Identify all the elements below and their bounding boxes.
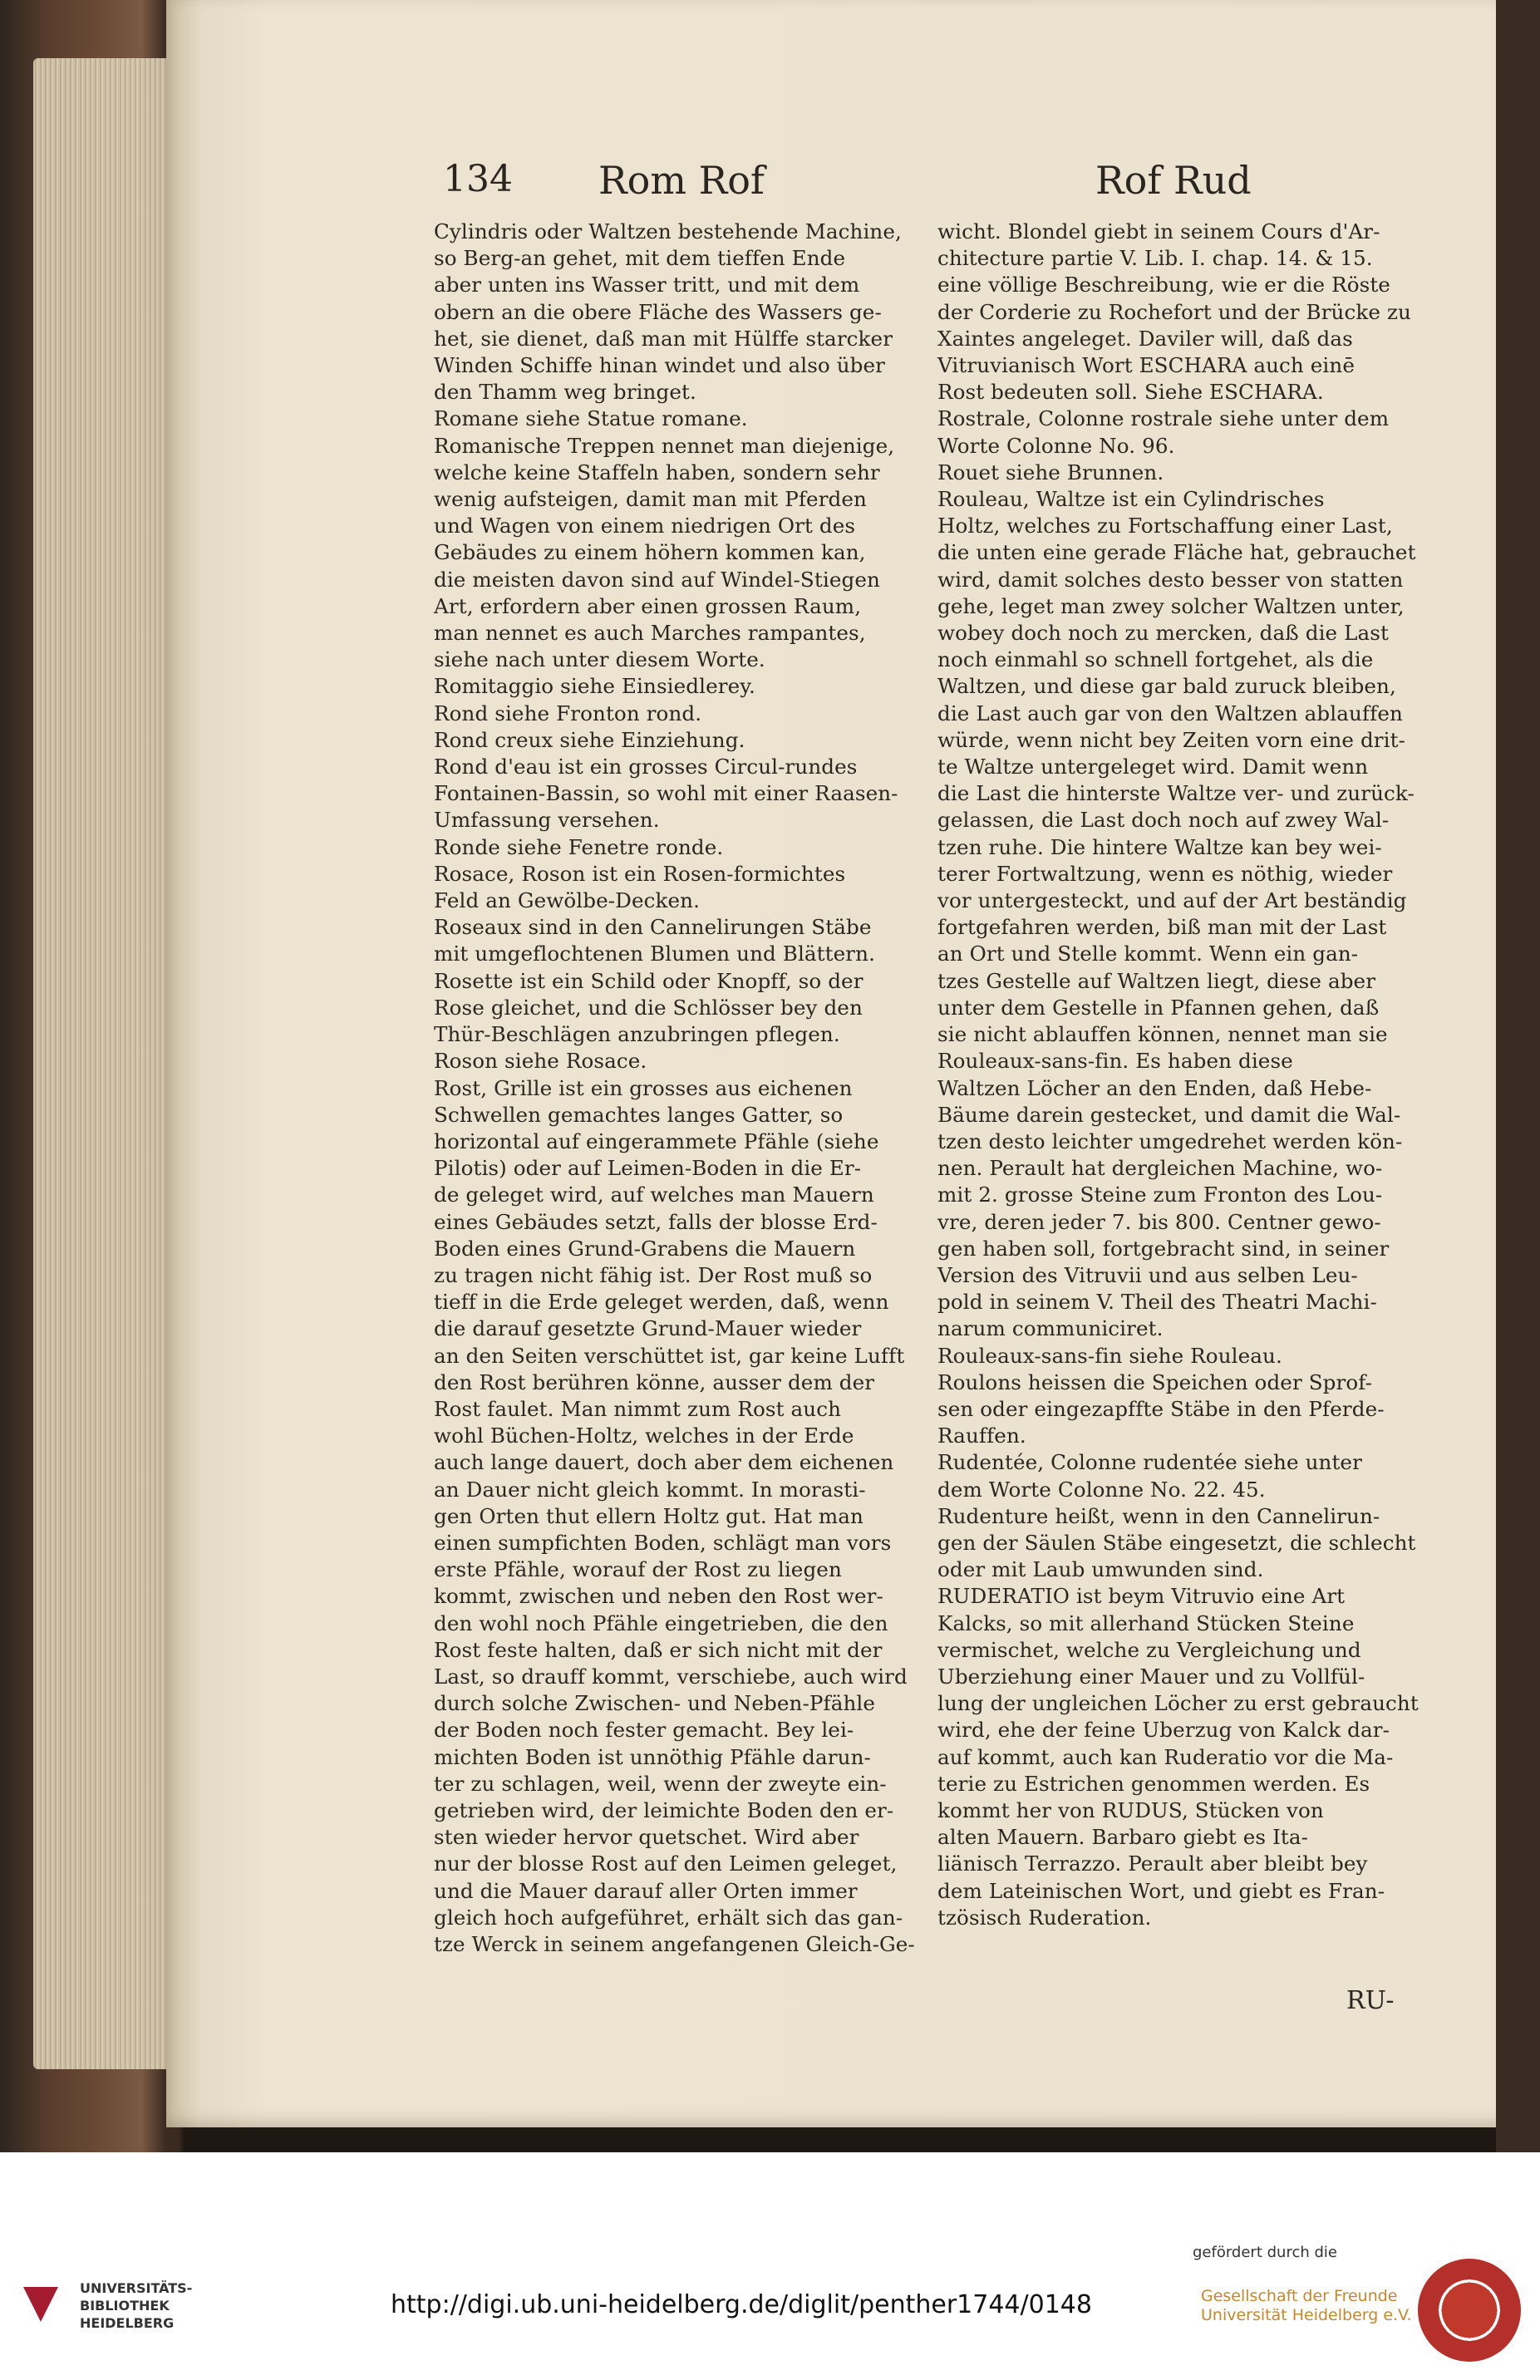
text-line: Rudentée, Colonne rudentée siehe unter: [937, 1450, 1362, 1475]
text-line: auch lange dauert, doch aber dem eichenen: [434, 1450, 894, 1475]
text-line: siehe nach unter diesem Worte.: [434, 647, 765, 672]
text-line: gen haben soll, fortgebracht sind, in seiner: [937, 1236, 1390, 1261]
text-line: wenig aufsteigen, damit man mit Pferden: [434, 487, 867, 512]
text-line: Schwellen gemachtes langes Gatter, so: [434, 1102, 844, 1127]
text-line: terer Fortwaltzung, wenn es nöthig, wieder: [937, 861, 1393, 886]
text-line: wicht. Blondel giebt in seinem Cours d'Ar-: [937, 219, 1380, 243]
text-line: Feld an Gewölbe-Decken.: [434, 888, 701, 913]
text-line: Rose gleichet, und die Schlösser bey den: [434, 995, 863, 1020]
text-line: Rouleaux-sans-fin. Es haben diese: [937, 1049, 1293, 1074]
text-line: RUDERATIO ist beym Vitruvio eine Art: [937, 1584, 1346, 1609]
text-line: narum communiciret.: [937, 1316, 1164, 1341]
text-line: noch einmahl so schnell fortgehet, als die: [937, 647, 1374, 672]
society-name-line: Gesellschaft der Freunde: [1201, 2287, 1398, 2305]
text-line: Version des Vitruvii und aus selben Leu-: [937, 1262, 1358, 1287]
left-running-head: Rom Rof: [598, 158, 765, 203]
society-name: [1201, 2287, 1412, 2325]
text-line: der Boden noch fester gemacht. Bey lei-: [434, 1718, 854, 1743]
text-line: fortgefahren werden, biß man mit der Last: [937, 915, 1387, 940]
text-line: kommt, zwischen und neben den Rost wer-: [434, 1584, 883, 1609]
text-line: Vitruvianisch Wort ESCHARA auch einē: [937, 353, 1355, 378]
text-line: die darauf gesetzte Grund-Mauer wieder: [434, 1316, 862, 1341]
text-line: Gebäudes zu einem höhern kommen kan,: [434, 540, 866, 565]
text-line: würde, wenn nicht bey Zeiten vorn eine drit-: [937, 727, 1406, 752]
text-line: und Wagen von einem niedrigen Ort des: [434, 514, 856, 538]
text-line: die unten eine gerade Fläche hat, gebrauchet: [937, 540, 1416, 565]
text-line: Kalcks, so mit allerhand Stücken Steine: [937, 1610, 1355, 1635]
text-line: Rosette ist ein Schild oder Knopff, so der: [434, 968, 863, 993]
text-line: erste Pfähle, worauf der Rost zu liegen: [434, 1557, 842, 1582]
text-line: tieff in die Erde geleget werden, daß, wenn: [434, 1290, 889, 1315]
text-line: michten Boden ist unnöthig Pfähle darun-: [434, 1744, 871, 1769]
text-line: wobey doch noch zu mercken, daß die Last: [937, 621, 1390, 646]
text-line: den Rost berühren könne, ausser dem der: [434, 1369, 875, 1394]
text-line: Romane siehe Statue romane.: [434, 406, 748, 431]
text-line: tzes Gestelle auf Waltzen liegt, diese aber: [937, 968, 1376, 993]
text-line: Roseaux sind in den Cannelirungen Stäbe: [434, 915, 872, 940]
text-line: pold in seinem V. Theil des Theatri Machi-: [937, 1290, 1377, 1315]
text-line: den wohl noch Pfähle eingetrieben, die den: [434, 1610, 888, 1635]
text-line: man nennet es auch Marches rampantes,: [434, 621, 866, 646]
text-line: gelassen, die Last doch noch auf zwey Wal-: [937, 808, 1390, 833]
university-library-logo-icon: [18, 2282, 63, 2327]
text-line: Cylindris oder Waltzen bestehende Machine,: [434, 219, 902, 243]
text-line: mit umgeflochtenen Blumen und Blättern.: [434, 942, 876, 966]
text-line: sie nicht ablauffen können, nennet man sie: [937, 1022, 1388, 1047]
society-name-line: Universität Heidelberg e.V.: [1201, 2306, 1412, 2324]
text-line: Roson siehe Rosace.: [434, 1049, 647, 1074]
text-line: die Last auch gar von den Waltzen ablauffen: [937, 701, 1403, 725]
text-line: Uberziehung einer Mauer und zu Vollfül-: [937, 1664, 1365, 1689]
text-line: sten wieder hervor quetschet. Wird aber: [434, 1825, 859, 1850]
text-line: wohl Büchen-Holtz, welches in der Erde: [434, 1424, 854, 1448]
text-line: oder mit Laub umwunden sind.: [937, 1557, 1264, 1582]
text-line: de geleget wird, auf welches man Mauern: [434, 1183, 874, 1207]
text-line: Worte Colonne No. 96.: [937, 433, 1175, 458]
text-line: Winden Schiffe hinan windet und also über: [434, 353, 886, 378]
text-line: dem Lateinischen Wort, und giebt es Fran-: [937, 1878, 1385, 1903]
text-line: lung der ungleichen Löcher zu erst gebraucht: [937, 1691, 1419, 1716]
text-line: gleich hoch aufgeführet, erhält sich das gan-: [434, 1905, 903, 1930]
text-line: mit 2. grosse Steine zum Fronton des Lou-: [937, 1183, 1383, 1207]
text-line: tzen ruhe. Die hintere Waltze kan bey wei-: [937, 834, 1382, 859]
text-line: an den Seiten verschüttet ist, gar keine Lufft: [434, 1343, 905, 1368]
text-line: Fontainen-Bassin, so wohl mit einer Raasen-: [434, 781, 898, 806]
text-line: liänisch Terrazzo. Perault aber bleibt bey: [937, 1851, 1368, 1876]
text-line: Romanische Treppen nennet man diejenige,: [434, 433, 895, 458]
library-name-line: BIBLIOTHEK: [80, 2298, 170, 2314]
text-line: an Dauer nicht gleich kommt. In morasti-: [434, 1477, 866, 1502]
text-line: Art, erfordern aber einen grossen Raum,: [434, 593, 862, 618]
text-line: Rost, Grille ist ein grosses aus eichenen: [434, 1075, 853, 1100]
text-line: Umfassung versehen.: [434, 808, 660, 833]
funding-note: gefördert durch die: [1193, 2244, 1337, 2261]
text-line: Pilotis) oder auf Leimen-Boden in die Er-: [434, 1156, 862, 1181]
text-line: und die Mauer darauf aller Orten immer: [434, 1878, 858, 1903]
text-line: Ronde siehe Fenetre ronde.: [434, 834, 724, 859]
text-line: terie zu Estrichen genommen werden. Es: [937, 1771, 1370, 1796]
text-line: durch solche Zwischen- und Neben-Pfähle: [434, 1691, 876, 1716]
text-line: der Corderie zu Rochefort und der Brücke zu: [937, 299, 1411, 324]
text-line: Holtz, welches zu Fortschaffung einer Last,: [937, 514, 1393, 538]
text-line: eines Gebäudes setzt, falls der blosse Erd-: [434, 1209, 878, 1234]
text-line: zu tragen nicht fähig ist. Der Rost muß so: [434, 1262, 873, 1287]
text-line: horizontal auf eingerammete Pfähle (siehe: [434, 1129, 879, 1153]
library-name-line: HEIDELBERG: [80, 2315, 175, 2331]
text-line: die Last die hinterste Waltze ver- und zurück-: [937, 781, 1415, 806]
text-line: so Berg-an gehet, mit dem tieffen Ende: [434, 246, 846, 271]
catchword: RU-: [1346, 1986, 1395, 2015]
text-line: tzen desto leichter umgedrehet werden kön-: [937, 1129, 1403, 1153]
text-line: Waltzen Löcher an den Enden, daß Hebe-: [937, 1075, 1372, 1100]
text-line: Romitaggio siehe Einsiedlerey.: [434, 674, 755, 699]
footer-bar: [0, 2152, 1540, 2380]
page-number: 134: [443, 158, 513, 200]
text-line: wird, ehe der feine Uberzug von Kalck dar-: [937, 1718, 1390, 1743]
page-stack-edge: [33, 58, 175, 2069]
left-text-column: [434, 219, 916, 1958]
text-line: wird, damit solches desto besser von statten: [937, 567, 1404, 592]
text-line: Rond siehe Fronton rond.: [434, 701, 702, 725]
text-line: te Waltze untergeleget wird. Damit wenn: [937, 755, 1369, 779]
text-line: sen oder eingezapffte Stäbe in den Pferde-: [937, 1396, 1385, 1421]
right-running-head: Rof Rud: [1095, 158, 1252, 203]
text-line: ter zu schlagen, weil, wenn der zweyte ein-: [434, 1771, 887, 1796]
text-line: tze Werck in seinem angefangenen Gleich-Ge-: [434, 1932, 915, 1956]
text-line: kommt her von RUDUS, Stücken von: [937, 1797, 1324, 1822]
text-line: aber unten ins Wasser tritt, und mit dem: [434, 273, 860, 298]
text-line: getrieben wird, der leimichte Boden den er-: [434, 1797, 894, 1822]
text-line: Rond creux siehe Einziehung.: [434, 727, 745, 752]
text-line: unter dem Gestelle in Pfannen gehen, daß: [937, 995, 1380, 1020]
text-line: het, sie dienet, daß man mit Hülffe starcker: [434, 326, 893, 351]
text-line: Thür-Beschlägen anzubringen pflegen.: [434, 1022, 840, 1047]
text-line: welche keine Staffeln haben, sondern sehr: [434, 460, 880, 484]
text-line: nur der blosse Rost auf den Leimen geleget,: [434, 1851, 898, 1876]
text-line: gen Orten thut ellern Holtz gut. Hat man: [434, 1503, 863, 1528]
text-line: Rost bedeuten soll. Siehe ESCHARA.: [937, 380, 1324, 405]
text-line: vor untergesteckt, und auf der Art beständig: [937, 888, 1407, 913]
text-line: nen. Perault hat dergleichen Machine, wo-: [937, 1156, 1383, 1181]
permalink-url[interactable]: http://digi.ub.uni-heidelberg.de/diglit/penther1744/0148: [391, 2290, 1092, 2319]
text-line: alten Mauern. Barbaro giebt es Ita-: [937, 1825, 1309, 1850]
text-line: den Thamm weg bringet.: [434, 380, 696, 405]
text-line: gen der Säulen Stäbe eingesetzt, die schlecht: [937, 1530, 1416, 1555]
text-line: gehe, leget man zwey solcher Waltzen unter,: [937, 593, 1405, 618]
text-line: an Ort und Stelle kommt. Wenn ein gan-: [937, 942, 1359, 966]
text-line: Roulons heissen die Speichen oder Sprof-: [937, 1369, 1373, 1394]
text-line: Rond d'eau ist ein grosses Circul-rundes: [434, 755, 858, 779]
text-line: dem Worte Colonne No. 22. 45.: [937, 1477, 1266, 1502]
text-line: Xaintes angeleget. Daviler will, daß das: [937, 326, 1353, 351]
text-line: Rauffen.: [937, 1424, 1026, 1448]
library-name-line: UNIVERSITÄTS-: [80, 2280, 193, 2296]
text-line: vermischet, welche zu Vergleichung und: [937, 1637, 1361, 1662]
text-line: auf kommt, auch kan Ruderatio vor die Ma-: [937, 1744, 1394, 1769]
text-line: Last, so drauff kommt, verschiebe, auch wird: [434, 1664, 908, 1689]
university-seal-icon: [1418, 2259, 1521, 2362]
text-line: Rouleau, Waltze ist ein Cylindrisches: [937, 487, 1325, 512]
text-line: Rouet siehe Brunnen.: [937, 460, 1164, 484]
text-line: Waltzen, und diese gar bald zuruck bleiben,: [937, 674, 1396, 699]
text-line: Rudenture heißt, wenn in den Cannelirun-: [937, 1503, 1380, 1528]
text-line: Rosace, Roson ist ein Rosen-formichtes: [434, 861, 846, 886]
text-line: Rostrale, Colonne rostrale siehe unter dem: [937, 406, 1390, 431]
text-line: Rost feste halten, daß er sich nicht mit der: [434, 1637, 883, 1662]
text-line: Rouleaux-sans-fin siehe Rouleau.: [937, 1343, 1282, 1368]
page-right-margin: [1496, 0, 1540, 2152]
text-line: Bäume darein gestecket, und damit die Wal-: [937, 1102, 1401, 1127]
text-line: einen sumpfichten Boden, schlägt man vors: [434, 1530, 892, 1555]
text-line: eine völlige Beschreibung, wie er die Röste: [937, 273, 1390, 298]
text-line: Boden eines Grund-Grabens die Mauern: [434, 1236, 856, 1261]
right-text-column: [937, 219, 1419, 1931]
text-line: tzösisch Ruderation.: [937, 1905, 1152, 1930]
library-name: [80, 2279, 192, 2332]
text-line: die meisten davon sind auf Windel-Stiegen: [434, 567, 880, 592]
text-line: vre, deren jeder 7. bis 800. Centner gewo-: [937, 1209, 1381, 1234]
text-line: Rost faulet. Man nimmt zum Rost auch: [434, 1396, 842, 1421]
text-line: obern an die obere Fläche des Wassers ge-: [434, 299, 882, 324]
text-line: chitecture partie V. Lib. I. chap. 14. & 15.: [937, 246, 1373, 271]
